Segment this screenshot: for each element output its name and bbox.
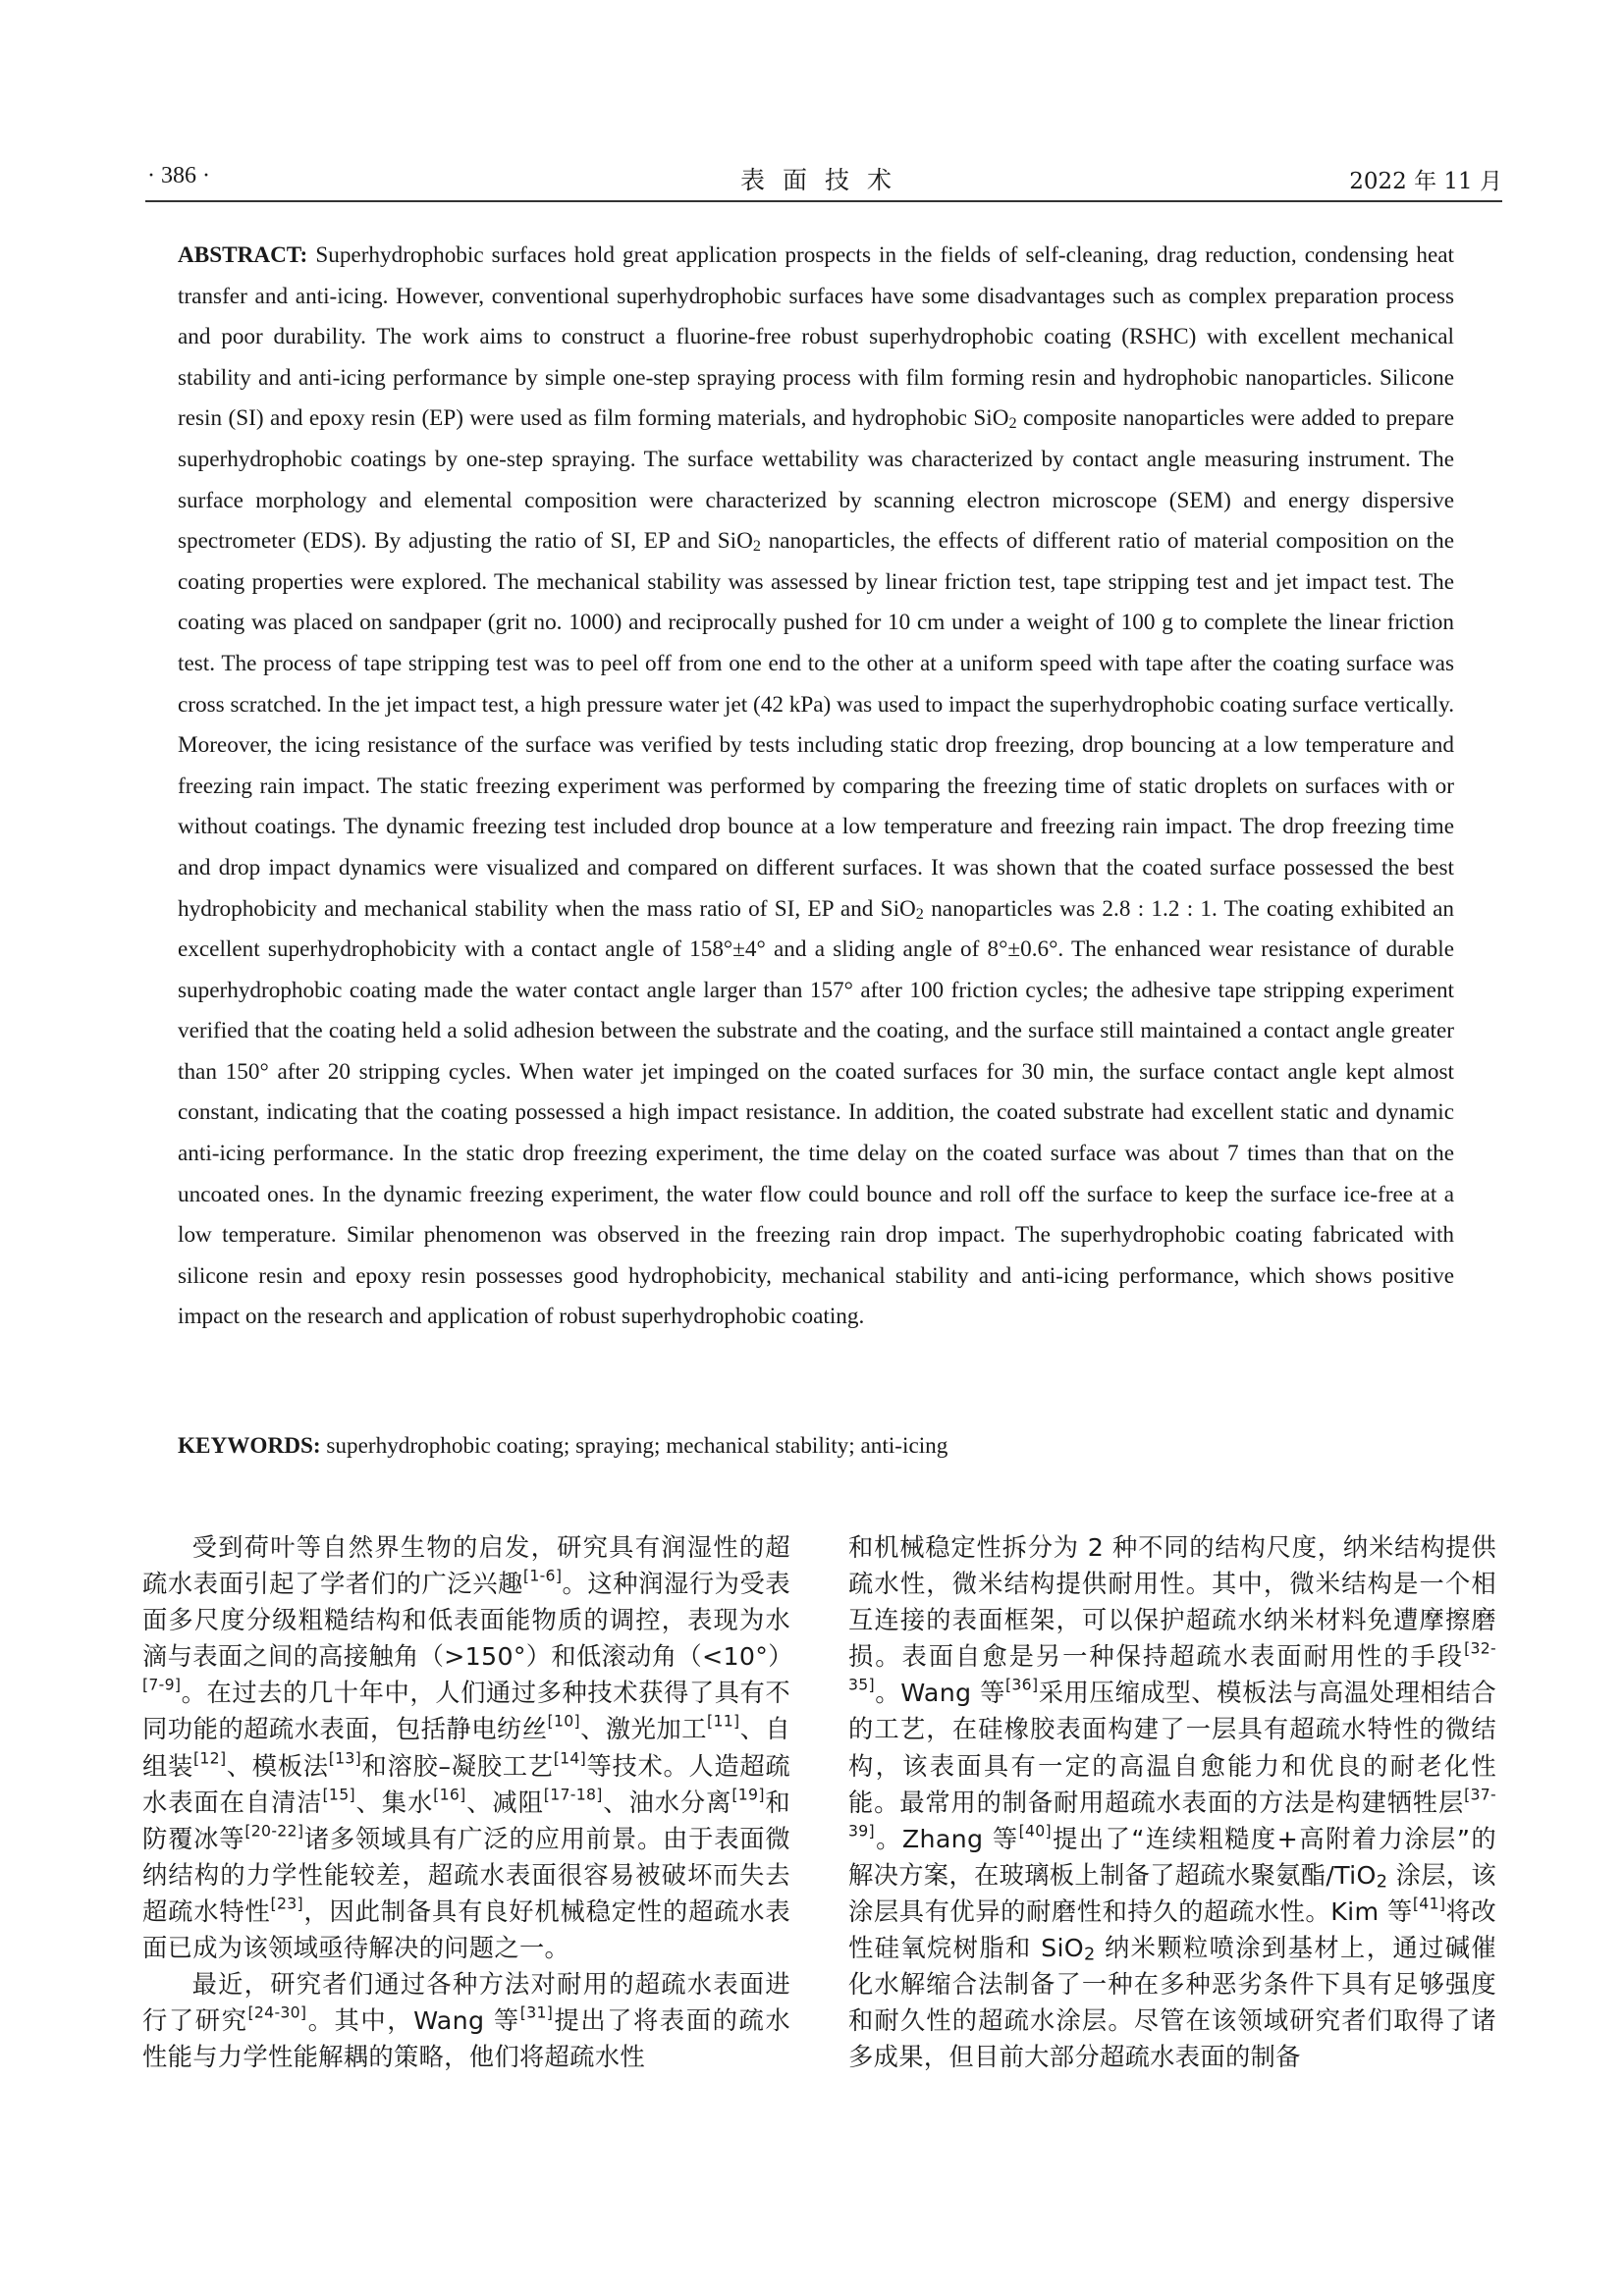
running-header xyxy=(147,157,1502,196)
body-text: 和机械稳定性拆分为 2 种不同的结构尺度，纳米结构提供疏水性，微米结构提供耐用性。其中，微米结构是一个相互连接的表面框架，可以保护超疏水纳米材料免遭摩擦磨损。表面自愈是另一种保持超疏水表面耐用性的手段 xyxy=(848,1533,1496,1672)
subscript: 2 xyxy=(1084,1945,1096,1965)
journal-title: 表面技术 xyxy=(739,166,909,194)
keywords-label: KEYWORDS: xyxy=(178,1433,321,1459)
citation: [13] xyxy=(328,1747,362,1767)
citation: [31] xyxy=(519,2002,554,2022)
body-text: 、集水 xyxy=(354,1788,434,1817)
body-text: 。Zhang 等 xyxy=(874,1824,1019,1853)
citation: [17-18] xyxy=(543,1784,603,1803)
body-text: 。在过去的几十年中，人们通过多种技术获得了具有不同功能的超疏水表面，包括静电纺丝 xyxy=(142,1679,790,1744)
body-text: 涂层，该涂层具有优异的耐磨性和持久的超疏水性。Kim 等 xyxy=(848,1860,1496,1926)
citation: [41] xyxy=(1412,1894,1446,1913)
abstract-block xyxy=(178,236,1454,1338)
page-number: · 386 · xyxy=(147,163,210,188)
abstract-text: nanoparticles, the effects of different ratio of material composition on the coating properties were explored. The mechanical stability was assessed by linear friction test, tape stripping test and jet impact test. The coating was placed on sandpaper (grit no. 1000) and reciprocally pushed for 10 cm under a weight of 100 g to complete the linear friction test. The process of tape stripping test was to peel off from one end to the other at a uniform speed with tape after the coating surface was cross scratched. In the jet impact test, a high pressure water jet (42 kPa) was used to impact the superhydrophobic coating surface vertically. Moreover, the icing resistance of the surface was verified by tests including static drop freezing, drop bouncing at a low temperature and freezing rain impact. The static freezing experiment was performed by comparing the freezing time of static droplets on surfaces with or without coatings. The dynamic freezing test included drop bounce at a low temperature and freezing rain impact. The drop freezing time and drop impact dynamics were visualized and compared on different surfaces. It was shown that the coated surface possessed the best hydrophobicity and mechanical stability when the mass ratio of SI, EP and SiO xyxy=(178,528,1454,922)
body-text: 将改性硅氧烷树脂和 SiO xyxy=(848,1896,1496,1963)
citation: [1-6] xyxy=(522,1566,563,1585)
body-text: 和防覆冰等 xyxy=(142,1788,790,1853)
keywords-text: superhydrophobic coating; spraying; mechanical stability; anti-icing xyxy=(320,1433,948,1459)
abstract-text: composite nanoparticles were added to prepare superhydrophobic coatings by one-step spraying. The surface wettability was characterized by contact angle measuring instrument. The surface morphology and elemental composition were characterized by scanning electron microscope (SEM) and energy dispersive spectrometer (EDS). By adjusting the ratio of SI, EP and SiO xyxy=(178,405,1454,555)
subscript: 2 xyxy=(752,537,761,556)
body-text: 、激光加工 xyxy=(579,1715,708,1744)
body-column-left xyxy=(142,1529,793,2075)
citation: [20-22] xyxy=(244,1821,304,1840)
paragraph xyxy=(142,1529,793,1966)
paragraph xyxy=(848,1529,1496,2075)
body-column-right xyxy=(848,1529,1496,2075)
citation: [15] xyxy=(322,1784,355,1803)
citation: [7-9] xyxy=(142,1675,182,1694)
body-text: 采用压缩成型、模板法与高温处理相结合的工艺，在硅橡胶表面构建了一层具有超疏水特性的微结构，该表面具有一定的高温自愈能力和优良的耐老化性能。最常用的制备耐用超疏水表面的方法是构建牺牲层 xyxy=(848,1679,1496,1817)
citation: [16] xyxy=(433,1784,466,1803)
citation: [37-39] xyxy=(848,1784,1496,1840)
body-text: 、减阻 xyxy=(465,1788,544,1817)
body-text: 受到荷叶等自然界生物的启发，研究具有润湿性的超疏水表面引起了学者们的广泛兴趣 xyxy=(142,1533,790,1599)
body-text: 、油水分离 xyxy=(602,1788,732,1817)
subscript: 2 xyxy=(1376,1872,1388,1893)
citation: [19] xyxy=(731,1784,765,1803)
paragraph xyxy=(142,1966,790,2075)
body-text: 、模板法 xyxy=(226,1751,329,1781)
body-text: 提出了将表面的疏水性能与力学性能解耦的策略，他们将超疏水性 xyxy=(142,2006,791,2072)
issue-date: 2022 年 11 月 xyxy=(1349,169,1502,194)
citation: [32-35] xyxy=(848,1638,1496,1694)
body-text: 提出了“连续粗糙度+高附着力涂层”的解决方案，在玻璃板上制备了超疏水聚氨酯/TiO xyxy=(848,1824,1496,1890)
citation: [24-30] xyxy=(247,2002,307,2022)
citation: [12] xyxy=(192,1747,227,1767)
body-text: ，因此制备具有良好机械稳定性的超疏水表面已成为该领域亟待解决的问题之一。 xyxy=(142,1896,790,1963)
abstract-text: Superhydrophobic surfaces hold great application prospects in the fields of self-cleaning, drag reduction, condensing heat transfer and anti-icing. However, conventional superhydrophobic surfaces have some disadvantages such as complex preparation process and poor durability. The work aims to construct a fluorine-free robust superhydrophobic coating (RSHC) with excellent mechanical stability and anti-icing performance by simple one-step spraying process with film forming resin and hydrophobic nanoparticles. Silicone resin (SI) and epoxy resin (EP) were used as film forming materials, and hydrophobic SiO xyxy=(178,242,1454,432)
citation: [14] xyxy=(553,1747,587,1767)
keywords-line xyxy=(178,1426,1454,1468)
body-text: 诸多领域具有广泛的应用前景。由于表面微纳结构的力学性能较差，超疏水表面很容易被破坏而失去超疏水特性 xyxy=(142,1824,791,1926)
citation: [10] xyxy=(547,1711,580,1731)
body-text: 纳米颗粒喷涂到基材上，通过碱催化水解缩合法制备了一种在多种恶劣条件下具有足够强度和耐久性的超疏水涂层。尽管在该领域研究者们取得了诸多成果，但目前大部分超疏水表面的制备 xyxy=(848,1934,1496,2072)
abstract-text: nanoparticles was 2.8 : 1.2 : 1. The coating exhibited an excellent superhydrophobicity with a contact angle of 158°±4° and a sliding angle of 8°±0.6°. The enhanced wear resistance of durable superhydrophobic coating made the water contact angle larger than 157° after 100 friction cycles; the adhesive tape stripping experiment verified that the coating held a solid adhesion between the substrate and the coating, and the surface still maintained a contact angle greater than 150° after 20 stripping cycles. When water jet impinged on the coated surfaces for 30 min, the surface contact angle kept almost constant, indicating that the coating possessed a high impact resistance. In addition, the coated substrate had excellent static and dynamic anti-icing performance. In the static drop freezing experiment, the time delay on the coated surface was about 7 times than that on the uncoated ones. In the dynamic freezing experiment, the water flow could bounce and roll off the surface to keep the surface ice-free at a low temperature. Similar phenomenon was observed in the freezing rain drop impact. The superhydrophobic coating fabricated with silicone resin and epoxy resin possesses good hydrophobicity, mechanical stability and anti-icing performance, which shows positive impact on the research and application of robust superhydrophobic coating. xyxy=(178,895,1455,1330)
body-text: 和溶胶–凝胶工艺 xyxy=(361,1751,554,1781)
citation: [23] xyxy=(270,1894,303,1913)
subscript: 2 xyxy=(915,904,924,923)
citation: [36] xyxy=(1005,1675,1039,1694)
subscript: 2 xyxy=(1008,414,1017,433)
citation: [11] xyxy=(707,1711,740,1731)
abstract-label: ABSTRACT: xyxy=(178,242,308,268)
body-text: 、自组装 xyxy=(142,1715,790,1781)
body-text: 。其中，Wang 等 xyxy=(306,2006,520,2036)
header-rule xyxy=(145,200,1502,202)
citation: [40] xyxy=(1018,1821,1052,1840)
body-text: 。这种润湿行为受表面多尺度分级粗糙结构和低表面能物质的调控，表现为水滴与表面之间的高接触角（>150°）和低滚动角（<10°） xyxy=(142,1570,793,1672)
body-text: 等技术。人造超疏水表面在自清洁 xyxy=(142,1751,790,1817)
body-text: 。Wang 等 xyxy=(874,1679,1005,1708)
body-text: 最近，研究者们通过各种方法对耐用的超疏水表面进行了研究 xyxy=(142,1970,790,2036)
